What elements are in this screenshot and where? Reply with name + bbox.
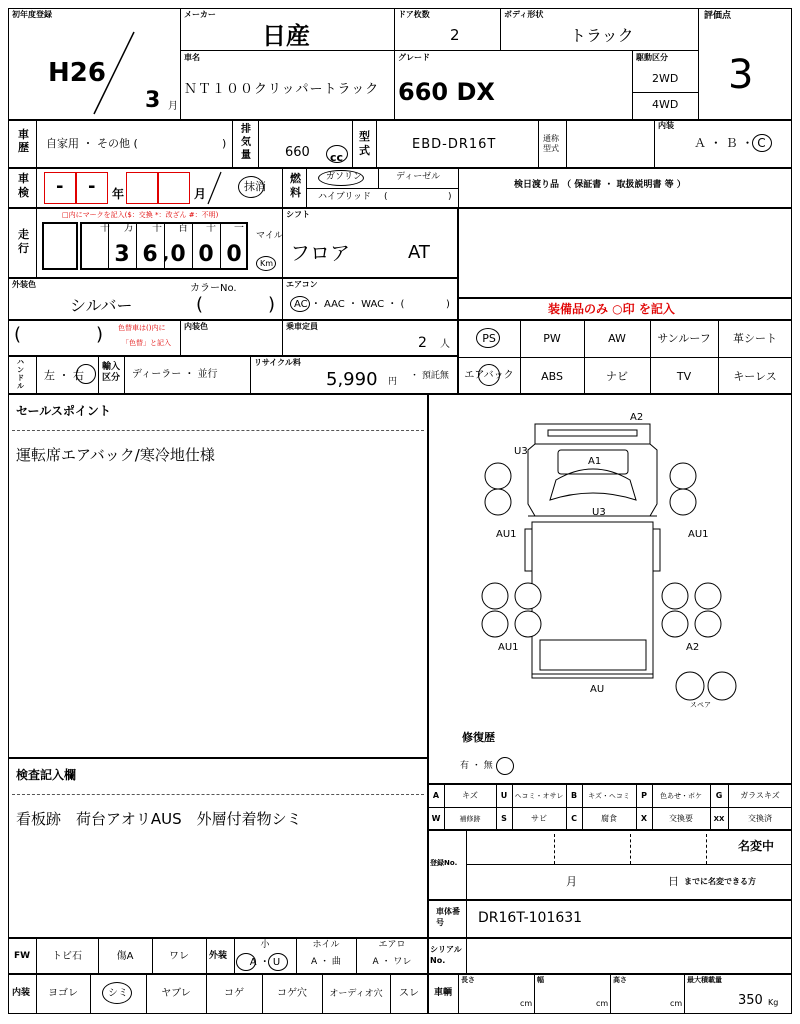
auction-sheet: 初年度登録 H26 3 月 メーカー 日産 ドア枚数 2 ボディ形状 トラック 評価点 3 車名 ＮＴ１００クリッパートラック グレード 660 DX 駆動区分 2WD 4WD 車歴 自家用 ・ その他 ( ) 排気量 660 cc 型式 EBD-DR16T 通称型式 内装 Ａ ・ Ｂ ・ C 車検 - - 年 月 抹消 燃料 ガソリン ディーゼル ハイブリッド ( ) 検日渡り品 （ 保証書 ・ 取扱説明書 等 ） 走行 □内にマークを記入($：交換 *：改ざん #：不明) 十 万 千 百 十 一 3 6 , 0 0 0 マイル Km シフト フロア AT 外装色 シルバー カラーNo. ( ) エアコン AC ・ AAC ・ WAC ・ ( ) 装備品のみ ○印 を記入 ( ) 色替車は()内に 「色替」と記入 内装色 乗車定員 2 人 PS PW AW サンルーフ 革シート エアバック ABS ナビ TV キーレス ハンドル 左 ・ 右 輸入区分 ディーラー ・ 並行 リサイクル料 5,990 円 ・ 預託無 セールスポイント 運転席エアバック/寒冷地仕様 A2 U3 A1 U3 AU1 AU1 AU1 A2 AU スペア 修復歴 有 ・ 無 検査記入欄 看板跡 荷台アオリAUS 外層付着物シミ A キズ U ヘコミ・オサレ B キズ・ヘコミ P 色あせ・ボケ G ガラスキズ W 補修跡 S サビ C 腐食 X 交換要 XX 交換済 登録No. 名変中 月 日 までに名変できる方 車体番号 DR16T-101631 FW トビ石 傷A ワレ 外装 小 A ・ U ホイル A ・ 曲 エアロ A ・ ワレ シリアルNo. 内装 ヨゴレ シミ ヤブレ コゲ コゲ穴 オーディオ穴 スレ 車輌 長さ cm 幅 cm 高さ cm 最大積載量 350 Kg: [0, 0, 800, 1024]
diagram-label-au1-right: AU1: [688, 529, 709, 540]
repair-label: 修復歴: [462, 731, 495, 744]
mileage-digit: 0: [226, 242, 242, 267]
mileage-digit: 0: [198, 242, 214, 267]
equip-navi: ナビ: [606, 370, 628, 383]
stain-circle: [102, 982, 132, 1004]
import-value: ディーラー ・ 並行: [132, 369, 218, 380]
equip-keyless: キーレス: [733, 370, 777, 383]
drive-4wd: 4WD: [652, 98, 679, 111]
grade-value: 660 DX: [398, 78, 495, 106]
body-value: トラック: [570, 26, 634, 45]
mileage-note: □内にマークを記入($：交換 *：改ざん #：不明): [62, 211, 219, 219]
check-text: 看板跡 荷台アオリAUS 外層付着物シミ: [16, 810, 302, 828]
delivery-items-box: [458, 208, 792, 298]
sales-point-text: 運転席エアバック/寒冷地仕様: [16, 446, 215, 464]
equipment-header: 装備品のみ ○印 を記入: [548, 302, 675, 316]
mileage-digit: 6: [142, 242, 158, 267]
first-reg-year: H26: [48, 58, 106, 88]
diagram-label-a1: A1: [588, 456, 602, 467]
equip-tv: TV: [676, 370, 692, 383]
check-label: 検査記入欄: [16, 768, 77, 782]
transmission-value: AT: [408, 242, 430, 263]
first-reg-month: 3: [145, 88, 161, 113]
equip-ps: PS: [482, 332, 496, 345]
model-value: EBD-DR16T: [412, 137, 497, 152]
sales-point-label: セールスポイント: [16, 404, 111, 418]
diagram-label-u3: U3: [592, 507, 606, 518]
equip-abs: ABS: [541, 370, 563, 383]
equip-airbag: エアバック: [464, 370, 514, 381]
diagram-label-a2: A2: [686, 642, 700, 653]
handle-circle: [76, 364, 96, 384]
serial-box: [428, 938, 792, 974]
recycle-value: 5,990: [326, 369, 378, 390]
truck-diagram: [428, 394, 792, 784]
fuel-circle: [318, 170, 364, 186]
diagram-label-au1-left: AU1: [496, 529, 517, 540]
year-month-slash: [90, 30, 140, 116]
name-change-label: 名変中: [738, 839, 775, 853]
equip-aw: AW: [608, 332, 626, 345]
handle-value: 左 ・ 右: [44, 369, 84, 382]
first-reg-label: 初年度登録: [12, 10, 52, 19]
equip-sunroof: サンルーフ: [657, 332, 711, 345]
repair-circle: [496, 757, 514, 775]
equip-leather: 革シート: [733, 332, 777, 345]
mileage-digit-box-1: [42, 222, 78, 270]
expired-label: 抹消: [244, 180, 266, 193]
equip-airbag-circle: [478, 364, 500, 386]
exterior-color-value: シルバー: [70, 296, 133, 315]
aircon-value: AC ・ AAC ・ WAC ・ (: [294, 299, 405, 310]
equip-ps-circle: [476, 328, 500, 348]
aircon-circle: [290, 296, 310, 312]
equip-pw: PW: [543, 332, 561, 345]
diagram-label-au: AU: [590, 684, 605, 695]
car-name-value: ＮＴ１００クリッパートラック: [184, 82, 380, 97]
doors-value: 2: [450, 26, 460, 44]
repair-value: 有 ・ 無: [460, 761, 493, 771]
interior-grade-circle: [752, 134, 772, 152]
km-circle: [256, 256, 276, 271]
interior-capacity-row: [8, 320, 458, 356]
interior-grade-value: Ａ ・ Ｂ ・ C: [694, 136, 766, 150]
mileage-digit: 3: [114, 242, 130, 267]
delivery-label: 検日渡り品 （ 保証書 ・ 取扱説明書 等 ）: [514, 180, 686, 190]
maker-value: 日産: [262, 22, 310, 50]
fuel-gasoline: ガソリン: [326, 172, 363, 182]
displacement-value: 660: [285, 145, 310, 160]
history-value: 自家用 ・ その他 (: [46, 137, 138, 150]
km-label: Km: [260, 259, 274, 268]
check-box: [8, 758, 428, 938]
max-load-value: 350: [738, 993, 763, 1008]
diagram-label-u3-left: U3: [514, 446, 528, 457]
mileage-digit: 0: [170, 242, 186, 267]
vehicle-no-value: DR16T-101631: [478, 910, 583, 926]
shift-value: フロア: [290, 241, 350, 265]
cc-circle: [326, 145, 348, 163]
diagram-spare: スペア: [690, 701, 711, 709]
diagram-label-a2-top: A2: [630, 412, 644, 423]
capacity-value: 2: [418, 335, 427, 351]
expired-circle: [238, 176, 264, 198]
drive-2wd: 2WD: [652, 72, 679, 85]
diagram-label-au1-bottom: AU1: [498, 642, 519, 653]
score-value: 3: [728, 52, 754, 98]
